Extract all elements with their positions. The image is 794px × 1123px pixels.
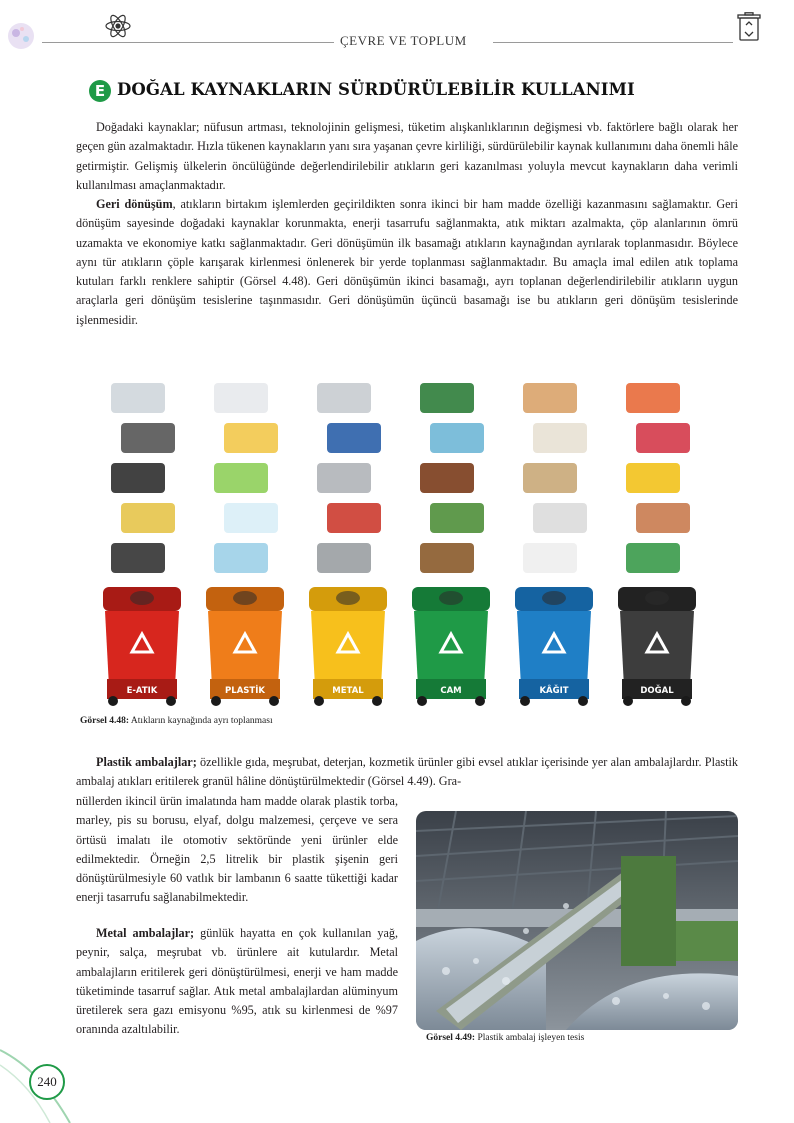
waste-item <box>626 463 680 493</box>
paragraph-intro-text: Doğadaki kaynaklar; nüfusun artması, teknolojinin gelişmesi, tüketim alışkanlıklarının değişmesi vb. faktörlere bağlı olarak her geçen gün azalmaktadır. Hızla tükenen kaynakların yanı sıra yaşanan çevre kirliliği, sürdürülebilir kaynak kullanımını daha önemli hâle getirmiştir. Gelişmiş ülkelerin öncülüğünde değerlendirilebilir atıkların geri kazanılması yoluyla mevcut kaynakların daha verimli kullanılması amaçlanmaktadır. <box>76 120 738 192</box>
plastic-facility-photo <box>416 811 738 1030</box>
waste-item <box>214 543 268 573</box>
header-rule-right <box>493 42 733 43</box>
header-rule-left <box>42 42 334 43</box>
paragraph-recycling-text: , atıkların birtakım işlemlerden geçirildikten sonra ikinci bir ham madde özelliği kazanmasını sağlamaktır. Geri dönüşüm sayesinde doğadaki kaynaklar korunmakta, enerji tasarrufu sağlanmakta, atık miktarı azalmakta, çöp alanlarının ömrü uzamakta ve ekonomiye katkı sağlanmaktadır. Geri dönüşümün ilk basamağı atıkların kaynağından ayrılarak toplanmasıdır. Böylece aynı tür atıkların çöple karışarak kirlenmesi önlenerek bir yerde toplanması sağlanmaktadır. Bu amaçla imal edilen atık toplama kutuları farklı renklere sahiptir (Görsel 4.48). Geri dönüşümün ikinci basamağı, ayrı toplanan değerlendirilebilir atıkların uygun araçlarla geri dönüşüm tesislerine taşınmasıdır. Geri dönüşümün üçüncü basamağı ise bu atıkların geri dönüşüm tesislerinde işlenmesidir. <box>76 197 738 327</box>
section-title: DOĞAL KAYNAKLARIN SÜRDÜRÜLEBİLİR KULLANIMI <box>117 80 635 99</box>
waste-item <box>317 383 371 413</box>
recycle-bin-icon <box>737 12 761 42</box>
waste-item <box>420 383 474 413</box>
waste-item <box>626 383 680 413</box>
waste-item <box>430 423 484 453</box>
header-title: ÇEVRE VE TOPLUM <box>340 33 467 48</box>
recycling-bin <box>309 587 387 706</box>
waste-item <box>327 503 381 533</box>
bin-label: DOĞAL <box>640 686 674 696</box>
recycling-bin <box>515 587 593 706</box>
waste-item <box>317 463 371 493</box>
figure-448-caption <box>80 716 273 726</box>
waste-item <box>224 423 278 453</box>
waste-item <box>214 463 268 493</box>
waste-item <box>121 423 175 453</box>
waste-item <box>636 503 690 533</box>
waste-item <box>214 383 268 413</box>
page-number: 240 <box>29 1064 65 1100</box>
waste-item <box>111 543 165 573</box>
waste-item <box>420 543 474 573</box>
waste-item <box>523 543 577 573</box>
term-plastic-packaging: Plastik ambalajlar; <box>96 755 197 769</box>
waste-item <box>626 543 680 573</box>
waste-item <box>533 503 587 533</box>
bin-label: PLASTİK <box>225 686 265 696</box>
recycling-bin <box>206 587 284 706</box>
logo-icon <box>2 20 40 52</box>
waste-item <box>523 383 577 413</box>
waste-item <box>317 543 371 573</box>
waste-item <box>111 383 165 413</box>
figure-448-label: Görsel 4.48: <box>80 716 130 726</box>
paragraph-metal <box>76 924 398 1040</box>
atom-icon <box>104 12 132 40</box>
waste-item <box>430 503 484 533</box>
waste-item <box>327 423 381 453</box>
waste-item <box>420 463 474 493</box>
waste-item <box>533 423 587 453</box>
waste-item <box>523 463 577 493</box>
paragraph-intro <box>76 118 738 195</box>
figure-449-text: Plastik ambalaj işleyen tesis <box>475 1033 585 1043</box>
paragraph-plastic-intro-text: özellikle gıda, meşrubat, deterjan, kozmetik ürünler gibi evsel atıklar içerisinde yer alan ambalajlardır. Plastik ambalaj atıkları eritilerek granül hâline dönüştürülmektedir (Görsel 4.49). Gra- <box>76 755 738 789</box>
figure-449-caption <box>426 1033 584 1043</box>
recycling-bins-figure <box>95 375 715 710</box>
section-badge: E <box>89 80 111 102</box>
paragraph-recycling <box>76 195 738 330</box>
bin-label: METAL <box>332 686 364 696</box>
recycling-bin <box>618 587 696 706</box>
bin-label: CAM <box>440 686 462 696</box>
waste-item <box>111 463 165 493</box>
paragraph-plastic-uses-text: nüllerden ikincil ürün imalatında ham madde olarak plastik torba, marley, pis su borusu, elyaf, dolgu malzemesi, çerçeve ve sera örtüsü imalatı ile otomotiv sektöründe yeni ürünler elde edilmektedir. Örneğin 2,5 litrelik bir plastik şişenin geri dönüştürülmesiyle 60 vatlık bir lambanın 6 saatte tükettiği kadar enerji tasarrufu sağlanabilmektedir. <box>76 794 398 905</box>
paragraph-plastic-intro <box>76 753 738 792</box>
recycling-bin <box>103 587 181 706</box>
figure-449-label: Görsel 4.49: <box>426 1033 476 1043</box>
paragraph-metal-text: günlük hayatta en çok kullanılan yağ, peynir, salça, meşrubat vb. ürünlere ait kutulardır. Metal ambalajların eritilerek geri dönüştürülmesi, enerji ve ham madde tüketiminde tasarruf sağlar. Atık metal ambalajlardan alüminyum üretilerek sera gazı emisyonu %95, atık su kirlenmesi de %97 oranında azaltılabilir. <box>76 926 398 1037</box>
term-recycling: Geri dönüşüm <box>96 197 173 211</box>
bin-label: KÂĞIT <box>539 686 569 696</box>
waste-item <box>121 503 175 533</box>
term-metal-packaging: Metal ambalajlar; <box>96 926 195 940</box>
paragraph-plastic-uses <box>76 792 398 908</box>
waste-item <box>224 503 278 533</box>
waste-item <box>636 423 690 453</box>
bin-label: E-ATIK <box>126 686 158 696</box>
recycling-bin <box>412 587 490 706</box>
figure-448-text: Atıkların kaynağında ayrı toplanması <box>129 716 273 726</box>
